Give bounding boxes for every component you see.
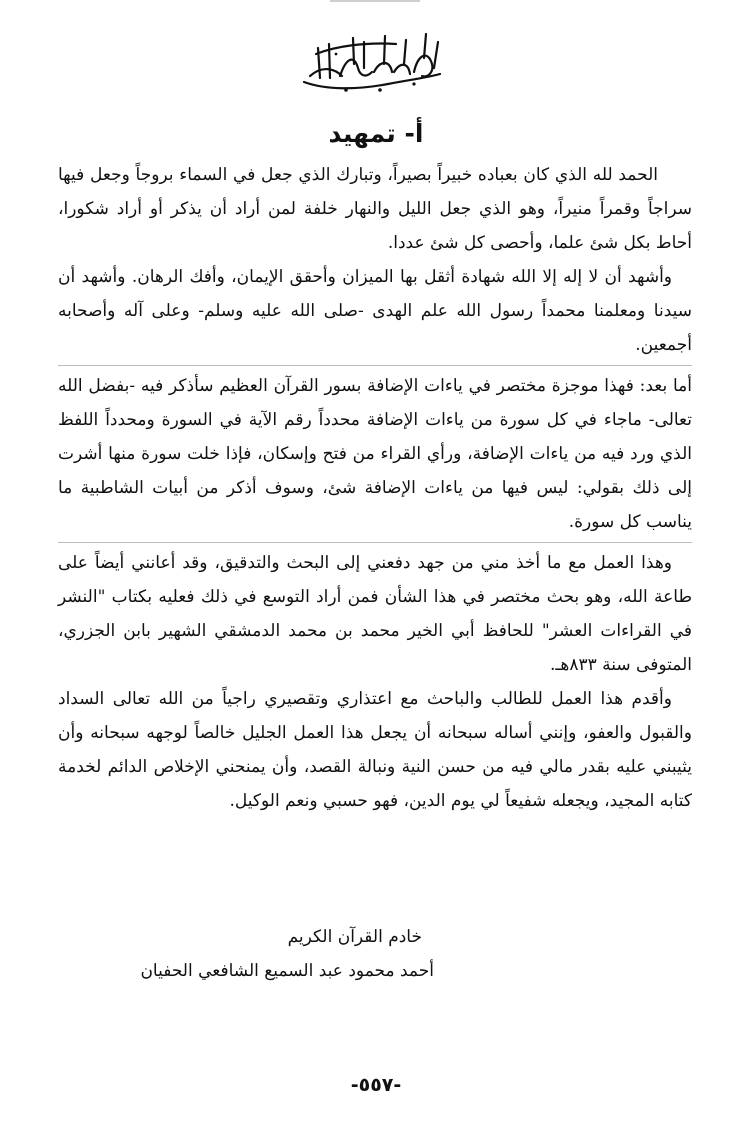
top-rule [330, 0, 420, 2]
signature-author: أحمد محمود عبد السميع الشافعي الحفيان [140, 961, 434, 981]
paragraph-opening: الحمد لله الذي كان بعباده خبيراً بصيراً، وتبارك الذي جعل في السماء بروجاً وجعل فيها سراجاً وقمراً منيراً، وهو الذي جعل الليل والنهار خلفة لمن أراد أن يذكر أو أراد شكورا، أحاط بكل شئ علما، وأحصى كل شئ عددا. [58, 165, 692, 253]
paragraph-work: وهذا العمل مع ما أخذ مني من جهد دفعني إلى البحث والتدقيق، وقد أعانني أيضاً على طاعة الله، وهو بحث مختصر في هذا الشأن فمن أراد التوسع في ذلك فعليه بكتاب "النشر في القراءات العشر" للحافظ أبي الخير محمد بن محمد الدمشقي الشهير بابن الجزري، المتوفى سنة ٨٣٣هـ. [58, 553, 692, 675]
paragraph-divider [58, 365, 692, 366]
paragraph-shahada: وأشهد أن لا إله إلا الله شهادة أثقل بها الميزان وأحقق الإيمان، وأفك الرهان. وأشهد أن سيدنا ومعلمنا محمداً رسول الله علم الهدى -صلى الله عليه وسلم- وعلى آله وأصحابه أجمعين. [58, 267, 692, 355]
paragraph-divider [58, 542, 692, 543]
signature-title: خادم القرآن الكريم [287, 927, 422, 947]
paragraph-purpose: أما بعد: فهذا موجزة مختصر في ياءات الإضافة بسور القرآن العظيم سأذكر فيه -بفضل الله تعالى- ماجاء في كل سورة من ياءات الإضافة محدداً رقم الآية في السورة ومحدداً اللفظ الذي ورد فيه من ياءات الإضافة، ورأي القراء من فتح وإسكان، فإذا خلت سورة منها أشرت إلى ذلك بقولي: ليس فيها من ياءات الإضافة شئ، وسوف أذكر من أبيات الشاطبية ما يناسب كل سورة. [58, 376, 693, 532]
signature-block [58, 920, 692, 988]
paragraph-dedication: وأقدم هذا العمل للطالب والباحث مع اعتذاري وتقصيري راجياً من الله تعالى السداد والقبول والعفو، وإنني أساله سبحانه أن يجعل هذا العمل الجليل خالصاً لوجهه سبحانه وأن يثيبني عليه بقدر مالي فيه من حسن النية ونبالة القصد، وأن يمنحني الإخلاص الدائم لخدمة كتابه المجيد، ويجعله شفيعاً لي يوم الدين، فهو حسبي ونعم الوكيل. [58, 689, 692, 811]
body-text [58, 158, 692, 818]
basmala-calligraphy-icon [296, 24, 446, 100]
section-heading: أ- تمهيد [328, 119, 424, 148]
page-number: -٥٥٧- [350, 1074, 402, 1096]
